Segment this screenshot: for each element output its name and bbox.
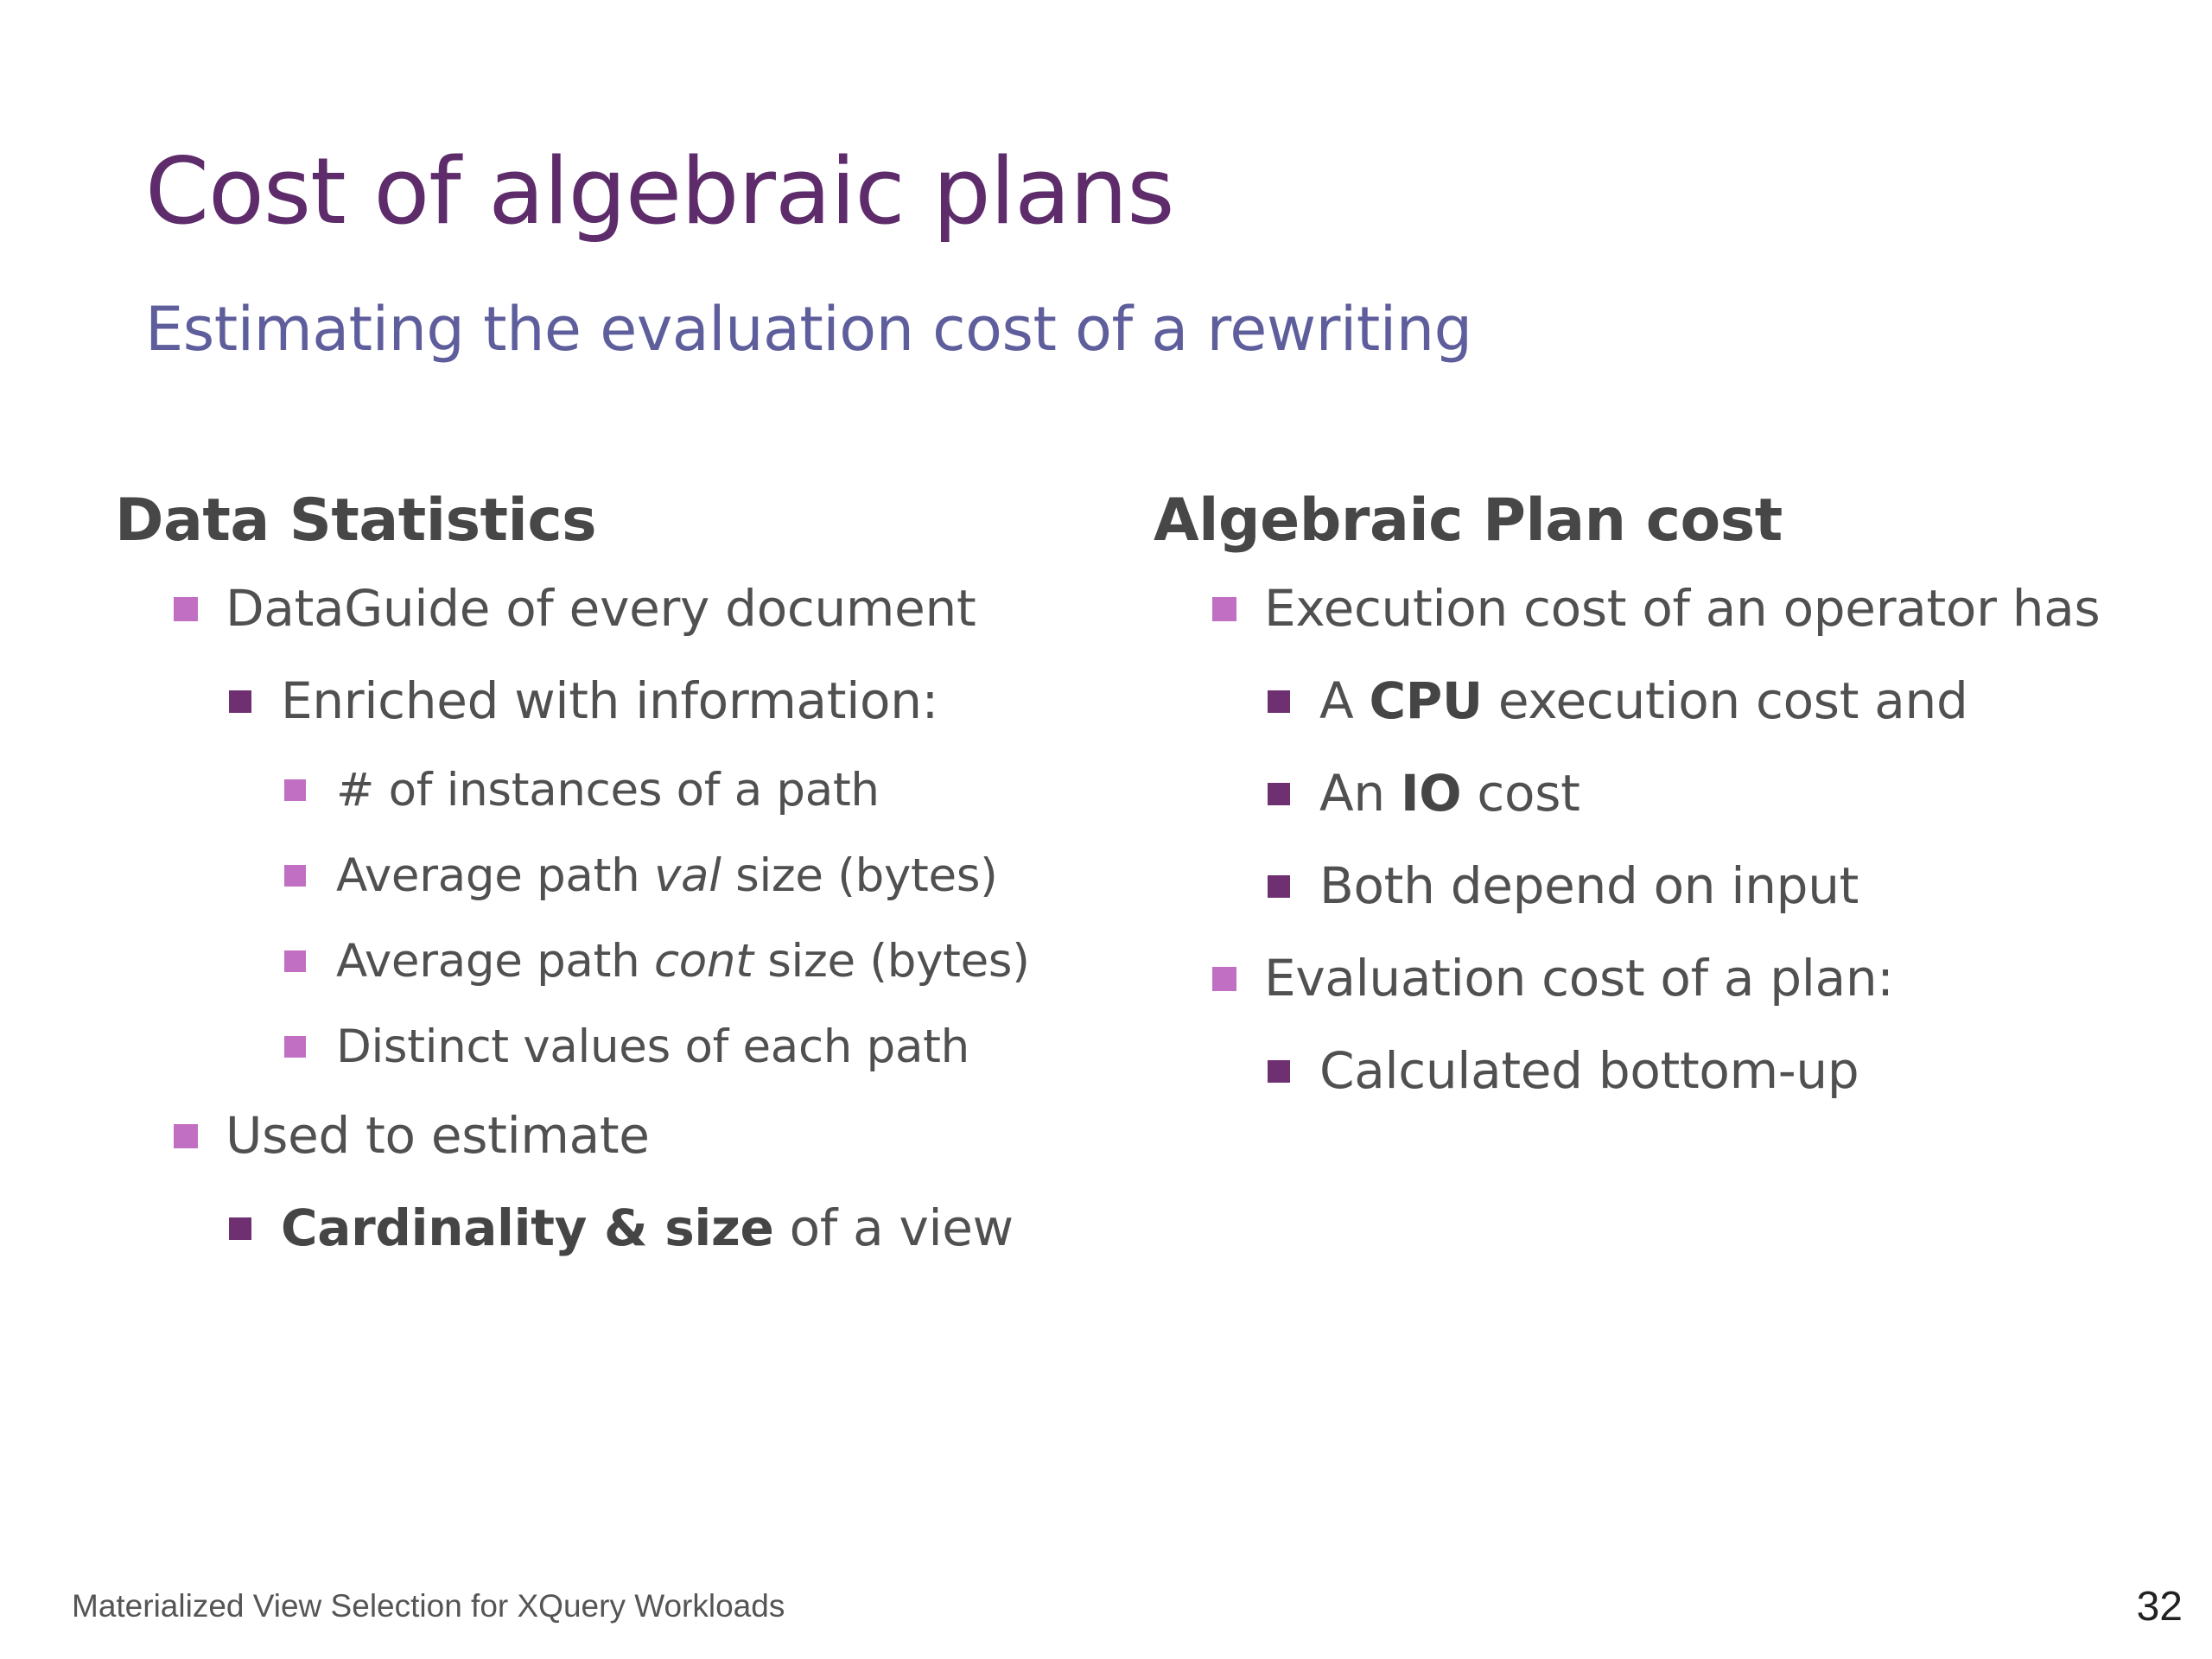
footer-text: Materialized View Selection for XQuery Workloads (72, 1588, 785, 1624)
list-item: Evaluation cost of a plan: (1154, 932, 2173, 1025)
list-item: # of instances of a path (115, 747, 1135, 833)
page-number: 32 (2136, 1584, 2183, 1630)
square-bullet-icon (1268, 690, 1290, 713)
slide-title: Cost of algebraic plans (145, 138, 1174, 245)
square-bullet-icon (1268, 783, 1290, 805)
square-bullet-icon (284, 1036, 306, 1058)
algebraic-plan-cost-heading: Algebraic Plan cost (1154, 486, 1783, 555)
list-item: A CPU execution cost and (1154, 655, 2173, 747)
algebraic-plan-cost-column (1154, 480, 2173, 1117)
io-term: IO (1400, 764, 1462, 823)
list-item: Execution cost of an operator has (1154, 563, 2173, 655)
square-bullet-icon (284, 950, 306, 972)
square-bullet-icon (1268, 1060, 1290, 1083)
list-item: An IO cost (1154, 747, 2173, 840)
cpu-term: CPU (1369, 671, 1483, 730)
list-item: Calculated bottom-up (1154, 1025, 2173, 1117)
square-bullet-icon (1212, 967, 1236, 991)
list-item: Enriched with information: (115, 655, 1135, 747)
list-item: Used to estimate (115, 1090, 1135, 1182)
data-statistics-column (115, 480, 1135, 1274)
list-item: Average path cont size (bytes) (115, 918, 1135, 1004)
list-item: Both depend on input (1154, 840, 2173, 932)
square-bullet-icon (174, 1124, 198, 1148)
list-item: Distinct values of each path (115, 1004, 1135, 1090)
cardinality-size-term: Cardinality & size (281, 1198, 774, 1257)
square-bullet-icon (174, 597, 198, 621)
square-bullet-icon (284, 779, 306, 801)
square-bullet-icon (1268, 875, 1290, 898)
slide-subtitle: Estimating the evaluation cost of a rewriting (145, 294, 1472, 365)
square-bullet-icon (229, 1217, 251, 1240)
square-bullet-icon (1212, 597, 1236, 621)
list-item: Cardinality & size of a view (115, 1182, 1135, 1274)
square-bullet-icon (284, 865, 306, 887)
data-statistics-heading: Data Statistics (115, 486, 597, 555)
list-item: DataGuide of every document (115, 563, 1135, 655)
val-term: val (653, 849, 721, 902)
square-bullet-icon (229, 690, 251, 713)
list-item: Average path val size (bytes) (115, 833, 1135, 918)
cont-term: cont (653, 935, 753, 988)
